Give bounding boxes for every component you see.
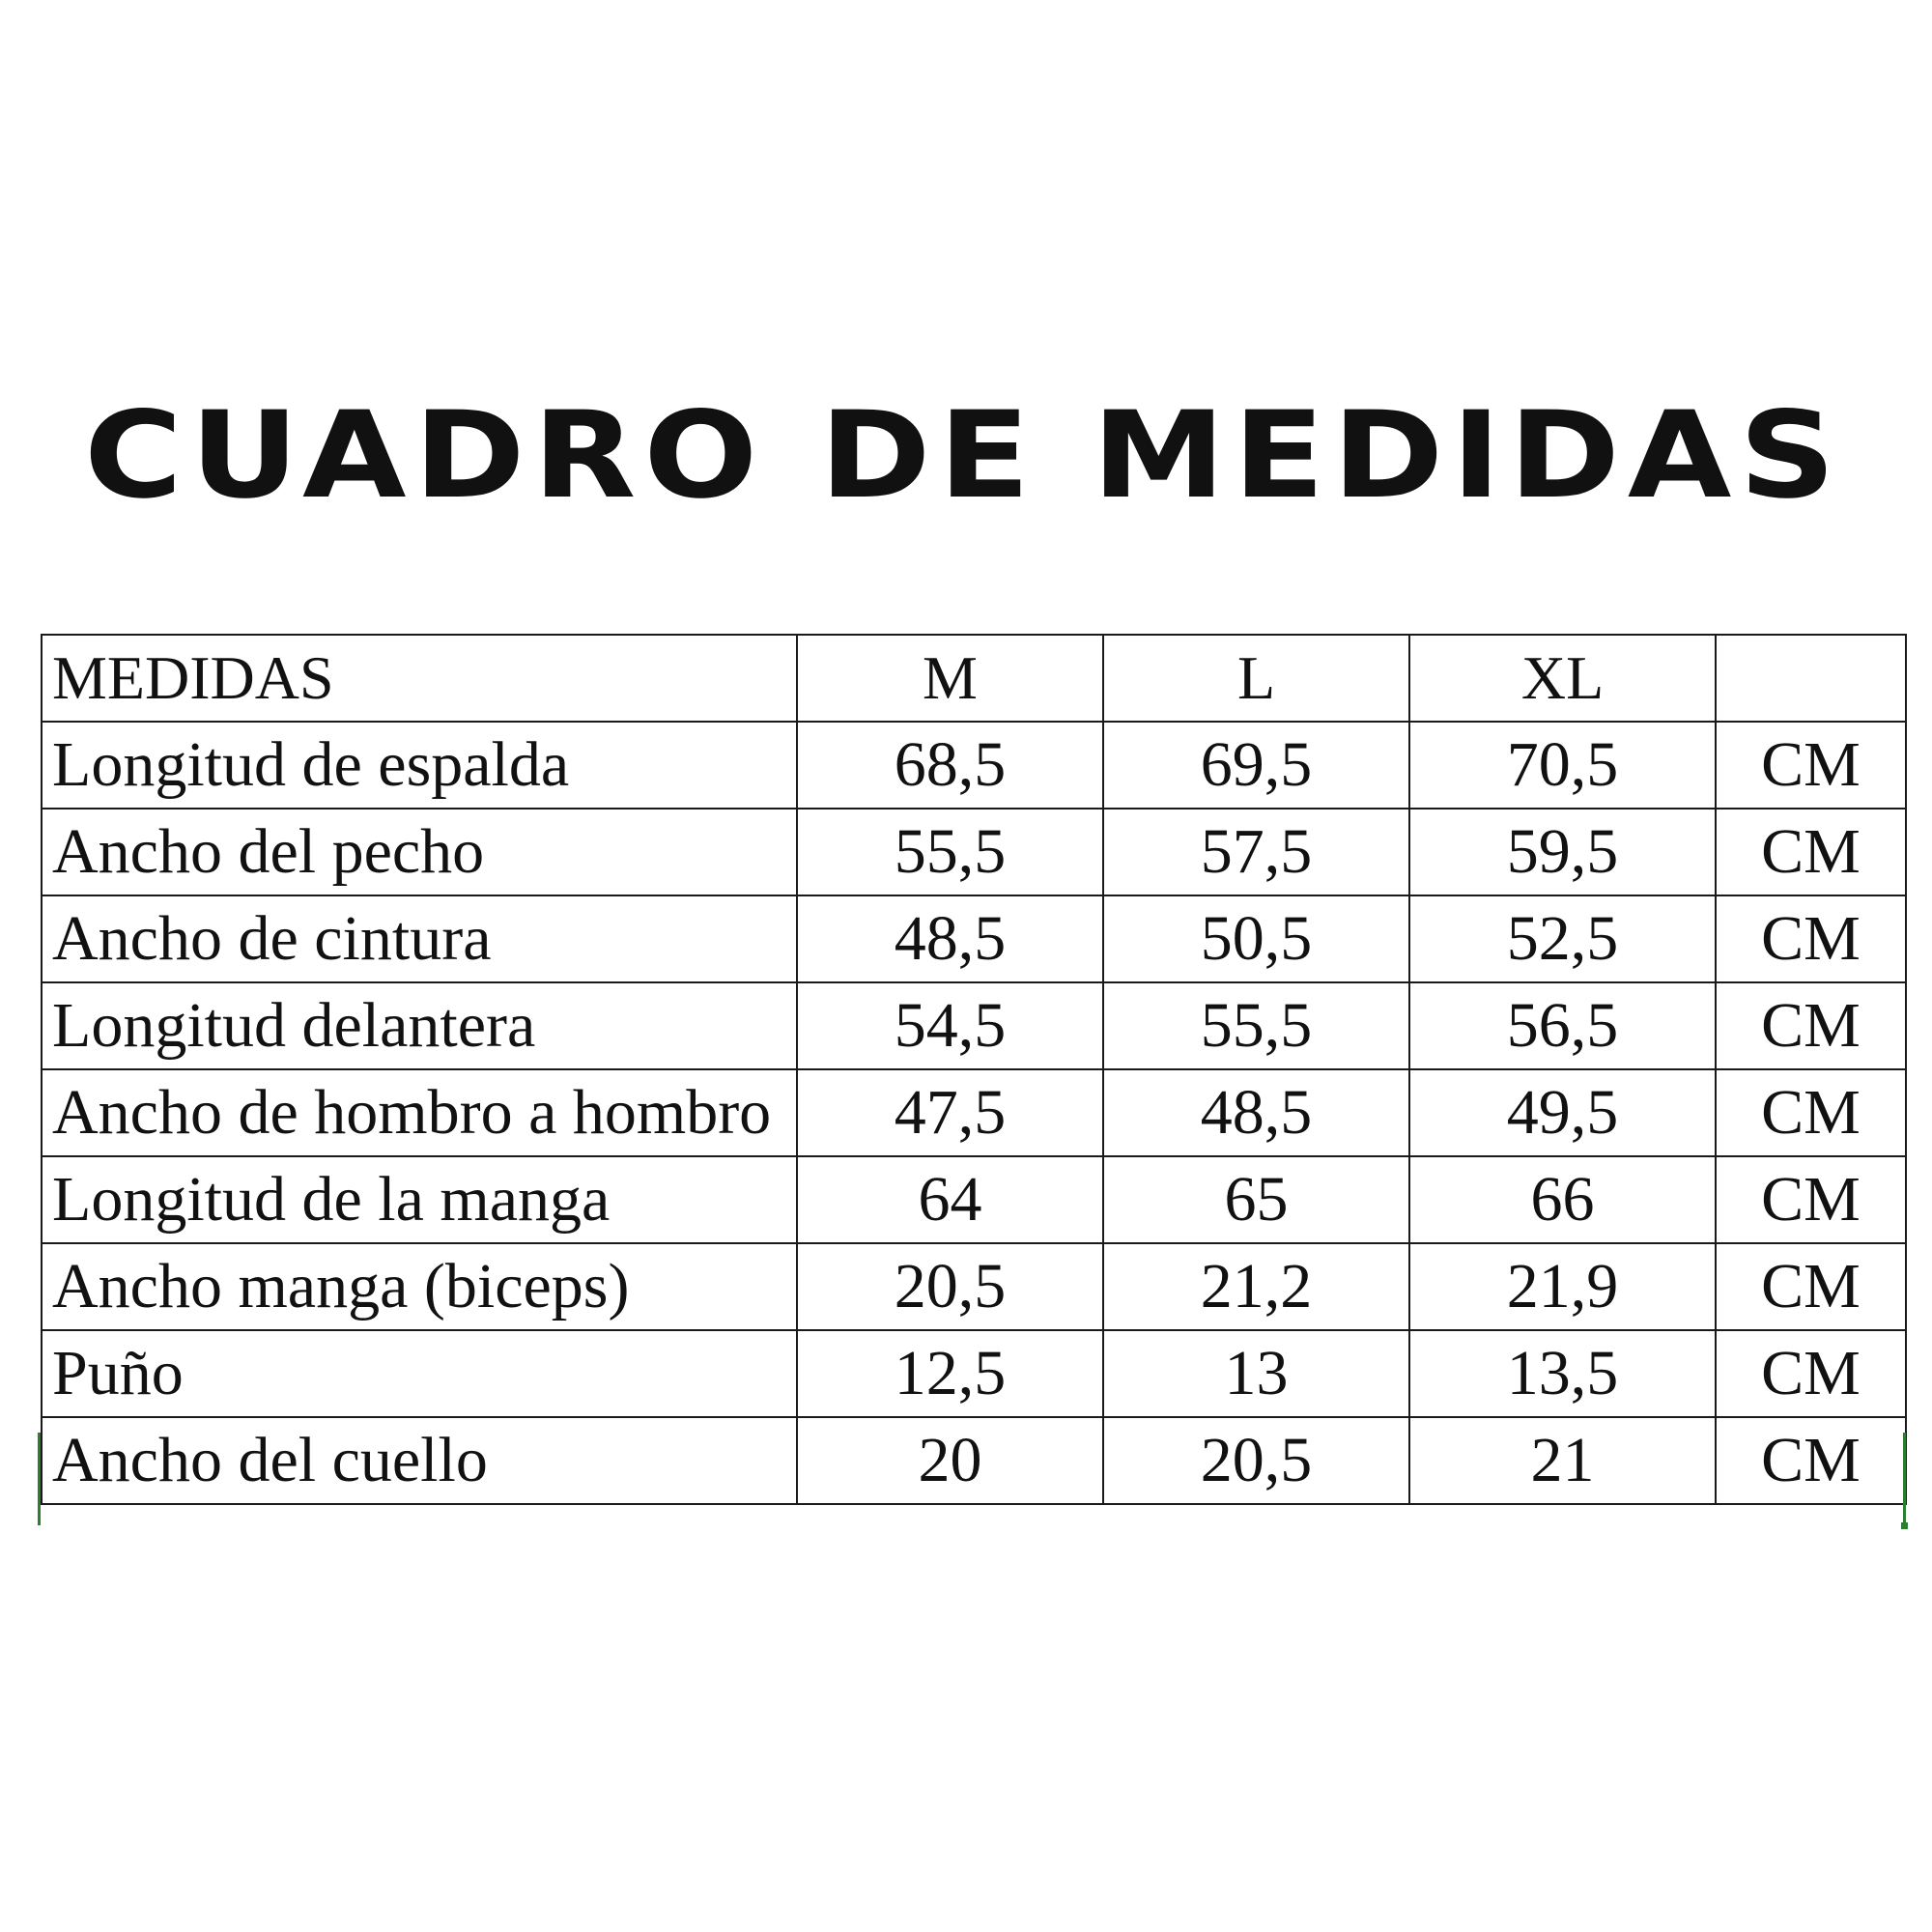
size-m-cell[interactable]: 12,5 [797, 1330, 1103, 1417]
size-l-cell[interactable]: 55,5 [1103, 982, 1409, 1069]
header-cell-l[interactable]: L [1103, 635, 1409, 722]
size-l-cell[interactable]: 20,5 [1103, 1417, 1409, 1504]
unit-cell[interactable]: CM [1716, 1069, 1906, 1156]
row-label-cell[interactable]: Ancho del cuello [42, 1417, 797, 1504]
row-label-cell[interactable]: Ancho de cintura [42, 895, 797, 982]
size-xl-cell[interactable]: 52,5 [1409, 895, 1716, 982]
size-l-cell[interactable]: 50,5 [1103, 895, 1409, 982]
size-l-cell[interactable]: 48,5 [1103, 1069, 1409, 1156]
size-xl-cell[interactable]: 21 [1409, 1417, 1716, 1504]
row-label-cell[interactable]: Longitud delantera [42, 982, 797, 1069]
row-label-cell[interactable]: Puño [42, 1330, 797, 1417]
header-cell-m[interactable]: M [797, 635, 1103, 722]
size-xl-cell[interactable]: 49,5 [1409, 1069, 1716, 1156]
selection-border-left [38, 1433, 41, 1525]
size-xl-cell[interactable]: 13,5 [1409, 1330, 1716, 1417]
size-xl-cell[interactable]: 66 [1409, 1156, 1716, 1243]
size-m-cell[interactable]: 64 [797, 1156, 1103, 1243]
unit-cell[interactable]: CM [1716, 1330, 1906, 1417]
size-l-cell[interactable]: 69,5 [1103, 722, 1409, 809]
size-m-cell[interactable]: 54,5 [797, 982, 1103, 1069]
table-row [42, 895, 1906, 982]
table-row [42, 1069, 1906, 1156]
row-label-cell[interactable]: Longitud de la manga [42, 1156, 797, 1243]
size-l-cell[interactable]: 57,5 [1103, 809, 1409, 895]
unit-cell[interactable]: CM [1716, 1156, 1906, 1243]
size-m-cell[interactable]: 68,5 [797, 722, 1103, 809]
unit-cell[interactable]: CM [1716, 809, 1906, 895]
unit-cell[interactable]: CM [1716, 722, 1906, 809]
size-m-cell[interactable]: 47,5 [797, 1069, 1103, 1156]
table-row [42, 982, 1906, 1069]
header-cell-unit[interactable] [1716, 635, 1906, 722]
size-xl-cell[interactable]: 56,5 [1409, 982, 1716, 1069]
size-xl-cell[interactable]: 59,5 [1409, 809, 1716, 895]
size-m-cell[interactable]: 20 [797, 1417, 1103, 1504]
header-cell-medidas[interactable]: MEDIDAS [42, 635, 797, 722]
size-xl-cell[interactable]: 21,9 [1409, 1243, 1716, 1330]
table-header-row [42, 635, 1906, 722]
row-label-cell[interactable]: Longitud de espalda [42, 722, 797, 809]
table-row [42, 1243, 1906, 1330]
table-row [42, 722, 1906, 809]
unit-cell[interactable]: CM [1716, 1243, 1906, 1330]
size-m-cell[interactable]: 55,5 [797, 809, 1103, 895]
unit-cell[interactable]: CM [1716, 1417, 1906, 1504]
selection-border-right [1903, 1433, 1906, 1525]
size-l-cell[interactable]: 21,2 [1103, 1243, 1409, 1330]
row-label-cell[interactable]: Ancho del pecho [42, 809, 797, 895]
unit-cell[interactable]: CM [1716, 982, 1906, 1069]
header-cell-xl[interactable]: XL [1409, 635, 1716, 722]
row-label-cell[interactable]: Ancho de hombro a hombro [42, 1069, 797, 1156]
table-row [42, 1330, 1906, 1417]
size-l-cell[interactable]: 13 [1103, 1330, 1409, 1417]
page-title: CUADRO DE MEDIDAS [83, 386, 1844, 526]
row-label-cell[interactable]: Ancho manga (biceps) [42, 1243, 797, 1330]
table-row [42, 809, 1906, 895]
table-row-selected [42, 1417, 1906, 1504]
size-chart [41, 634, 1905, 1505]
size-m-cell[interactable]: 48,5 [797, 895, 1103, 982]
size-l-cell[interactable]: 65 [1103, 1156, 1409, 1243]
table-row [42, 1156, 1906, 1243]
size-xl-cell[interactable]: 70,5 [1409, 722, 1716, 809]
unit-cell[interactable]: CM [1716, 895, 1906, 982]
size-m-cell[interactable]: 20,5 [797, 1243, 1103, 1330]
fill-handle[interactable] [1901, 1522, 1908, 1529]
size-table [41, 634, 1907, 1505]
